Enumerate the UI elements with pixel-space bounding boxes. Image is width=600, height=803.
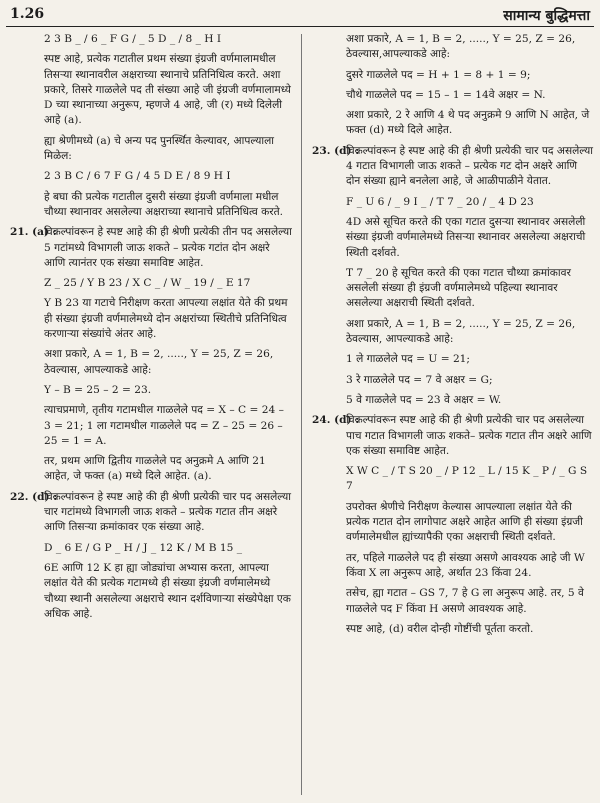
paragraph <box>312 266 594 312</box>
paragraph-text: दुसरे गाळलेले पद = H + 1 = 8 + 1 = 9; <box>346 68 531 81</box>
paragraph <box>10 383 292 398</box>
paragraph-text: T 7 _ 20 हे सूचित करते की एका गटात चौथ्या क्रमांकावर असलेली संख्या ही इंग्रजी वर्णमालेमध्ये पहिल्या स्थानावर असलेल्या अक्षराची स्थिती दर्शवते. <box>346 266 571 310</box>
paragraph <box>312 88 594 103</box>
paragraph <box>10 32 292 47</box>
paragraph-text: Z _ 25 / Y B 23 / X C _ / W _ 19 / _ E 17 <box>44 277 251 290</box>
paragraph <box>312 317 594 348</box>
paragraph-text: D _ 6 E / G P _ H / J _ 12 K / M B 15 _ <box>44 541 243 554</box>
paragraph-text: हे बघा की प्रत्येक गटातील दुसरी संख्या इंग्रजी वर्णमाला मधील चौथ्या स्थानावर असलेल्या अक्षराच्या स्थानाचे प्रतिनिधित्व करते. <box>44 190 283 218</box>
paragraph-text: F _ U 6 / _ 9 I _ / T 7 _ 20 / _ 4 D 23 <box>346 195 534 208</box>
paragraph-text: अशा प्रकारे, 2 रे आणि 4 थे पद अनुक्रमे 9 आणि N आहेत, जे फक्त (d) मध्ये दिले आहेत. <box>346 109 590 137</box>
paragraph-text: अशा प्रकारे, A = 1, B = 2, ....., Y = 25, Z = 26, ठेवल्यास, आपल्याकडे आहे: <box>44 348 274 376</box>
paragraph <box>10 52 292 128</box>
paragraph-text: 4D असे सूचित करते की एका गटात दुसऱ्या स्थानावर असलेली संख्या इंग्रजी वर्णमालेमध्ये तिसऱ्या स्थानावर असलेल्या अक्षराची स्थिती दर्शवते. <box>346 215 586 259</box>
paragraph-text: तर, पहिले गाळलेले पद ही संख्या असणे आवश्यक आहे जी W किंवा X ला अनुरूप आहे, अर्थात 23 किंवा 24. <box>346 551 585 579</box>
paragraph-text: विकल्पांवरून हे स्पष्ट आहे की ही श्रेणी प्रत्येकी चार पद असलेल्या चार गटांमध्ये विभागली जाऊ शकते – प्रत्येक गटात तीन अक्षरे आणि तिसऱ्या क्रमांकावर एक संख्या आहे. <box>44 490 292 534</box>
paragraph-text: 6E आणि 12 K हा ह्या जोड्यांचा अभ्यास करता, आपल्या लक्षांत येते की प्रत्येक गटामध्ये ही संख्या इंग्रजी वर्णमालेमध्ये चौथ्या स्थानी असलेल्या अक्षराचे स्थान दर्शविणाऱ्या संख्येपेक्षा एक अधिक आहे. <box>44 561 291 620</box>
question-answer <box>312 413 594 459</box>
paragraph-text: ह्या श्रेणीमध्ये (a) चे अन्य पद पुनर्स्थित केल्यावर, आपल्याला मिळेल: <box>44 134 275 163</box>
paragraph <box>312 464 594 495</box>
paragraph-text: त्याचप्रमाणे, तृतीय गटामधील गाळलेले पद = X – C = 24 – 3 = 21; 1 ला गटामधील गाळलेले पद = Z – 25 = 26 – 25 = 1 = A. <box>44 404 284 447</box>
paragraph <box>10 454 292 485</box>
paragraph <box>312 551 594 582</box>
paragraph <box>10 190 292 221</box>
paragraph <box>312 195 594 210</box>
paragraph <box>312 215 594 261</box>
column-divider <box>301 34 302 795</box>
paragraph <box>10 296 292 342</box>
paragraph <box>312 622 594 637</box>
paragraph-text: विकल्पांवरून स्पष्ट आहे की ही श्रेणी प्रत्येकी चार पद असलेल्या पाच गटात विभागली जाऊ शकते– प्रत्येक गटात तीन अक्षरे आणि एक संख्या समाविष्ट आहेत. <box>346 414 592 457</box>
question-number: 21. (a) : <box>10 226 57 239</box>
paragraph-text: स्पष्ट आहे, (d) वरील दोन्ही गोष्टींची पूर्तता करतो. <box>346 622 534 635</box>
paragraph <box>312 108 594 139</box>
paragraph-text: अशा प्रकारे, A = 1, B = 2, ....., Y = 25, Z = 26, ठेवल्यास, आपल्याकडे आहे: <box>346 317 576 346</box>
paragraph-text: X W C _ / T S 20 _ / P 12 _ L / 15 K _ P / _ G S 7 <box>346 465 588 493</box>
paragraph <box>10 169 292 184</box>
paragraph-text: विकल्पांवरून हे स्पष्ट आहे की ही श्रेणी प्रत्येकी तीन पद असलेल्या 5 गटांमध्ये विभागली जाऊ शकते – प्रत्येक गटांत दोन अक्षरे आणि त्यानंतर एक संख्या समाविष्ट आहेत. <box>44 226 292 269</box>
paragraph <box>312 32 594 63</box>
paragraph <box>10 134 292 165</box>
right-column <box>312 32 594 642</box>
question-answer <box>312 144 594 190</box>
paragraph-text: Y B 23 या गटाचे निरीक्षण करता आपल्या लक्षांत येते की प्रथम ही संख्या इंग्रजी वर्णमालेमध्ये दोन अक्षरांच्या स्थितीचे प्रतिनिधित्व करणाऱ्या संख्यांचे अंतर आहे. <box>44 297 288 341</box>
paragraph-text: Y – B = 25 – 2 = 23. <box>44 383 152 396</box>
paragraph <box>10 276 292 291</box>
left-column <box>10 32 292 627</box>
question-number: 22. (d) : <box>10 490 58 503</box>
question-answer <box>10 490 292 536</box>
paragraph <box>312 68 594 83</box>
paragraph <box>312 586 594 617</box>
paragraph <box>312 500 594 546</box>
question-number: 23. (d) : <box>312 144 360 157</box>
paragraph-text: तर, प्रथम आणि द्वितीय गाळलेले पद अनुक्रमे A आणि 21 आहेत, जे फक्त (a) मध्ये दिले आहेत. (a). <box>44 455 266 483</box>
paragraph-text: 1 ले गाळलेले पद = U = 21; <box>346 353 470 366</box>
running-title: सामान्य बुद्धिमत्ता <box>503 8 590 24</box>
paragraph-text: तसेच, ह्या गटात – GS 7, 7 हे G ला अनुरूप आहे. तर, 5 वे गाळलेले पद F किंवा H असणे आवश्यक आहे. <box>346 587 584 615</box>
paragraph-text: स्पष्ट आहे, प्रत्येक गटातील प्रथम संख्या इंग्रजी वर्णमालामधील तिसऱ्या स्थानावरील अक्षराच्या स्थानाचे प्रतिनिधित्व करते. अशा प्रकारे, तिसरे गाळलेले पद ती संख्या आहे जी इंग्रजी वर्णमालामध्ये D च्या स्थानाच्या अनुरूप, म्हणजे 4 आहे, जी (र) मध्ये दिलेली आहे (a). <box>44 53 291 127</box>
paragraph <box>10 347 292 378</box>
paragraph-text: 3 रे गाळलेले पद = 7 वे अक्षर = G; <box>346 373 493 386</box>
paragraph-text: उपरोक्त श्रेणीचे निरीक्षण केल्यास आपल्याला लक्षांत येते की प्रत्येक गटात दोन लागोपाट अक्षरे आहेत आणि ही संख्या इंग्रजी वर्णमालेमधील ह्यांच्यापैकी एका अक्षराची स्थिती दर्शवते. <box>346 500 583 544</box>
page-header <box>6 4 594 27</box>
question-number: 24. (d) : <box>312 414 360 427</box>
paragraph-text: विकल्पांवरून हे स्पष्ट आहे की ही श्रेणी प्रत्येकी चार पद असलेल्या 4 गटात विभागली जाऊ शकते – प्रत्येक गट दोन अक्षरे आणि दोन संख्या ह्याने बनलेला आहे, जे आळीपाळीने येतात. <box>346 144 594 188</box>
paragraph-text: 5 वे गाळलेले पद = 23 वे अक्षर = W. <box>346 393 502 406</box>
paragraph <box>10 541 292 556</box>
paragraph-text: अशा प्रकारे, A = 1, B = 2, ....., Y = 25, Z = 26, ठेवल्यास,आपल्याकडे आहे: <box>346 33 576 61</box>
paragraph-text: 2 3 B _ / 6 _ F G / _ 5 D _ / 8 _ H I <box>44 33 222 45</box>
paragraph <box>312 393 594 408</box>
question-answer <box>10 225 292 271</box>
page-number: 1.26 <box>10 6 45 22</box>
paragraph <box>312 373 594 388</box>
paragraph-text: 2 3 B C / 6 7 F G / 4 5 D E / 8 9 H I <box>44 170 231 183</box>
paragraph <box>312 352 594 367</box>
paragraph <box>10 403 292 449</box>
paragraph <box>10 561 292 622</box>
paragraph-text: चौथे गाळलेले पद = 15 – 1 = 14वे अक्षर = N. <box>346 88 546 101</box>
